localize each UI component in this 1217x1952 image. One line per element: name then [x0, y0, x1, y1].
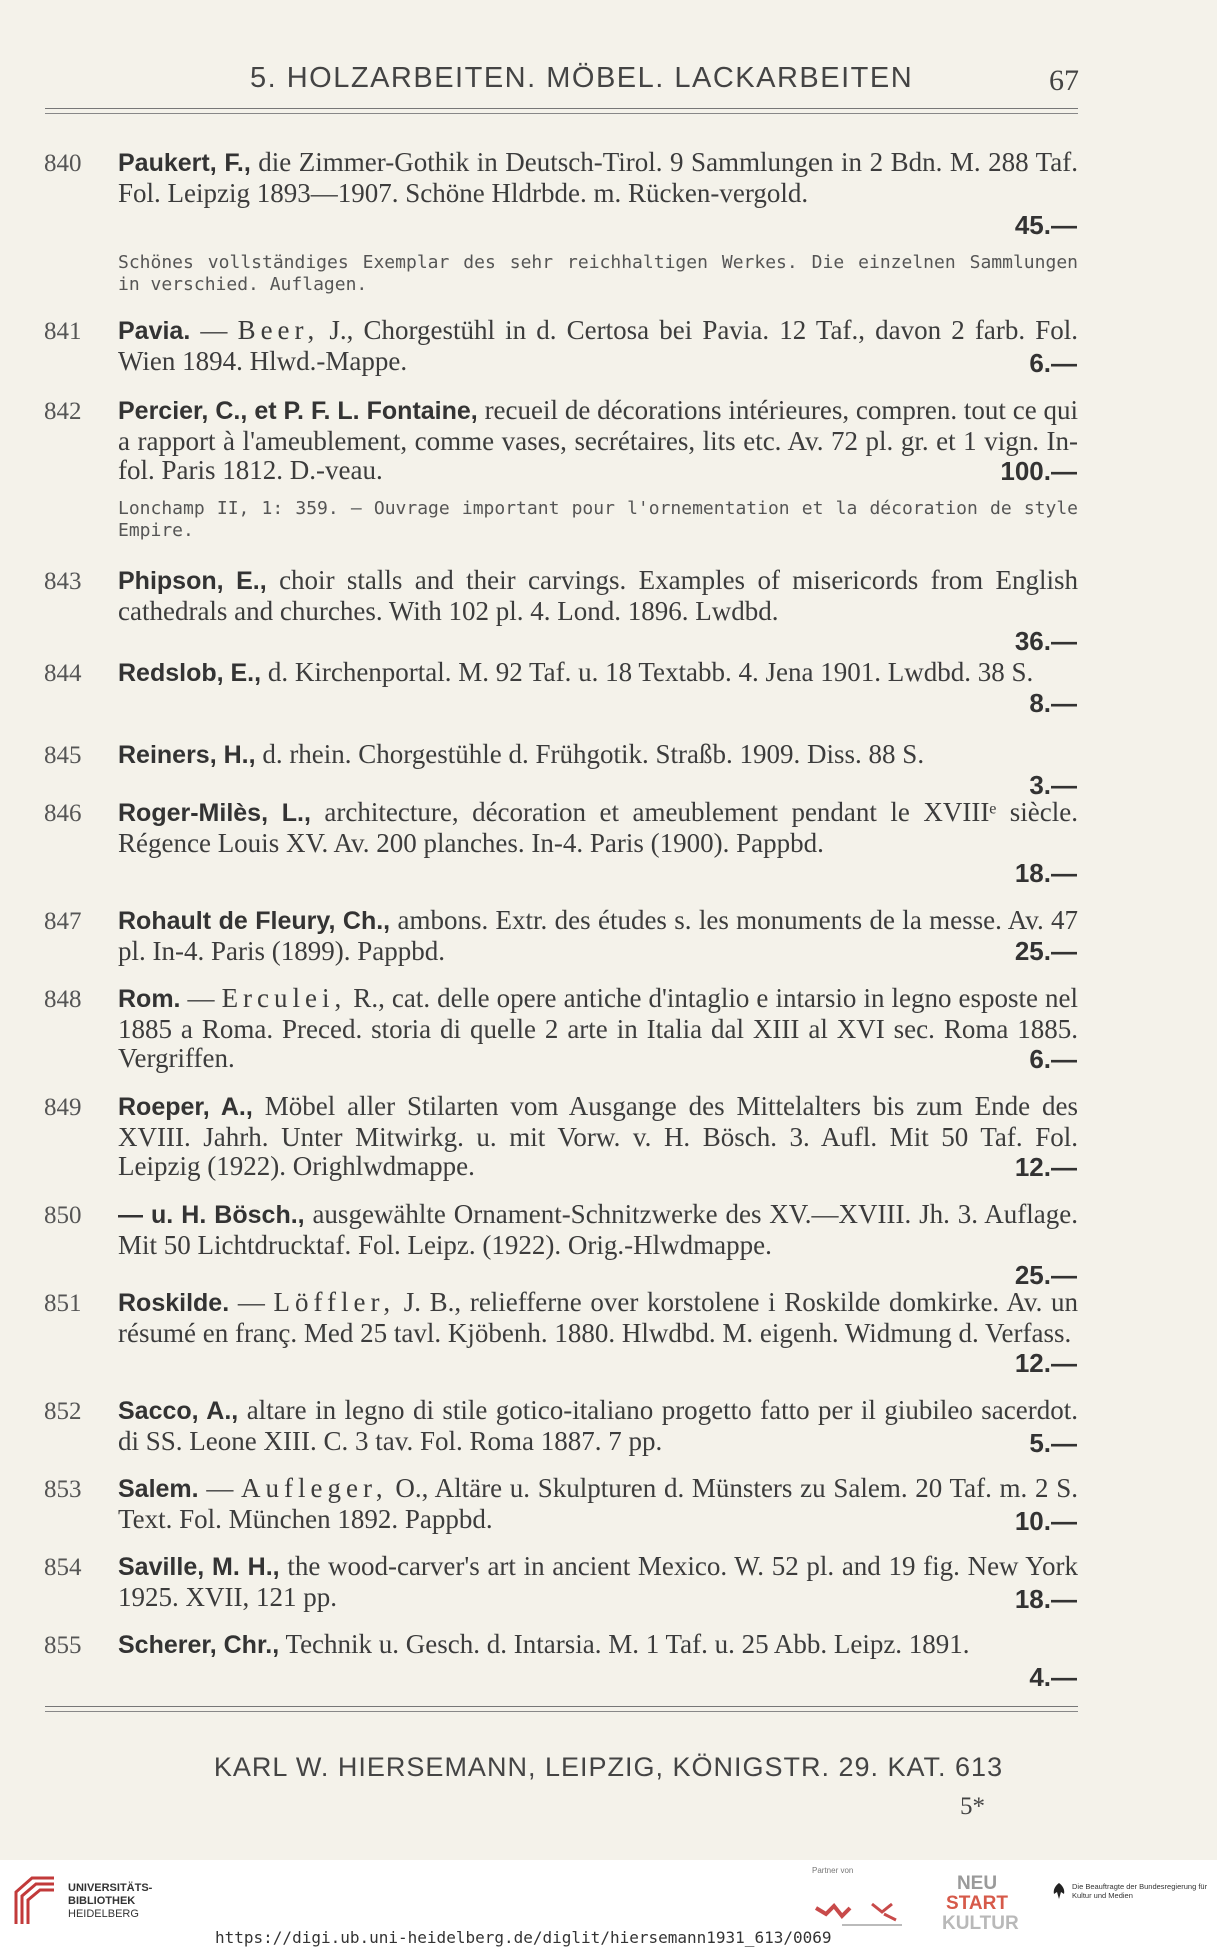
entry-author: Sacco, A., [118, 1397, 239, 1425]
entry-price: 18.— [1014, 1584, 1077, 1614]
running-header [0, 62, 1217, 102]
entry-number: 851 [44, 1290, 82, 1317]
entry-price: 6.— [1029, 1044, 1077, 1074]
entry-number: 846 [44, 800, 82, 827]
entry-number: 848 [44, 986, 82, 1013]
entry-author: Salem. [118, 1475, 199, 1503]
entry-text [118, 906, 1078, 966]
entry-description: O., Altäre u. Skulpturen d. Münsters zu Salem. 20 Taf. m. 2 S. Text. Fol. München 1892. Pappbd. [118, 1473, 1079, 1534]
entry-text [118, 1092, 1078, 1182]
entry-text [118, 1552, 1078, 1612]
partner-logo-icon [812, 1890, 932, 1930]
entry-number: 854 [44, 1554, 82, 1581]
entry-text [118, 984, 1078, 1074]
library-name-line3: HEIDELBERG [68, 1908, 139, 1920]
federal-eagle-icon [1052, 1882, 1066, 1900]
entry-author: Rom. [118, 985, 181, 1013]
entry-description: altare in legno di stile gotico-italiano progetto fatto per il giubileo sacerdot. di SS. Leone XIII. C. 3 tav. Fol. Roma 1887. 7 pp. [118, 1395, 1078, 1456]
neustart-word1: NEU [956, 1873, 998, 1894]
publisher-line: KARL W. HIERSEMANN, LEIPZIG, KÖNIGSTR. 29. KAT. 613 [213, 1752, 1004, 1782]
neustart-kultur-logo [942, 1873, 1019, 1934]
entry-price: 25.— [1014, 936, 1077, 966]
entry-text [118, 1288, 1078, 1348]
entry-author: Redslob, E., [118, 659, 262, 687]
entry-number: 853 [44, 1476, 82, 1503]
entry-number: 840 [44, 150, 82, 177]
entry-description: ausgewählte Ornament-Schnitzwerke des XV.—XVIII. Jh. 3. Auflage. Mit 50 Lichtdrucktaf. Fol. Leipz. (1922). Orig.-Hlwdmappe. [118, 1199, 1079, 1260]
entry-dash: — [200, 315, 238, 345]
entry-price: 3.— [1029, 770, 1077, 800]
section-title: 5. HOLZARBEITEN. MÖBEL. LACKARBEITEN [250, 62, 914, 94]
entry-text [118, 148, 1078, 208]
entry-dash: — [237, 1287, 274, 1317]
entry-text [118, 316, 1078, 376]
entry-spaced-author: Aufleger, [241, 1473, 388, 1503]
entry-text [118, 396, 1078, 486]
entry-author: Paukert, F., [118, 149, 251, 177]
entry-note: Lonchamp II, 1: 359. — Ouvrage important pour l'ornementation et la décoration de style Empire. [118, 498, 1078, 541]
library-name-line1: UNIVERSITÄTS- [68, 1882, 153, 1894]
entry-text [118, 740, 1078, 771]
entry-author: — u. H. Bösch., [118, 1201, 305, 1229]
entry-number: 849 [44, 1094, 82, 1121]
entry-price: 12.— [1014, 1348, 1077, 1378]
signature-mark: 5* [960, 1793, 985, 1820]
partner-label: Partner von [812, 1866, 854, 1875]
footer-rule-thin [45, 1711, 1078, 1712]
library-name-line2: BIBLIOTHEK [68, 1895, 136, 1907]
entry-author: Saville, M. H., [118, 1553, 280, 1581]
entry-spaced-author: Löffler, [273, 1287, 396, 1317]
entry-price: 100.— [1000, 456, 1077, 486]
entry-price: 25.— [1014, 1260, 1077, 1290]
entry-description: J., Chorgestühl in d. Certosa bei Pavia. 12 Taf., davon 2 farb. Fol. Wien 1894. Hlwd.-Mappe. [118, 315, 1079, 376]
entry-price: 6.— [1029, 348, 1077, 378]
entry-spaced-author: Erculei, [221, 983, 347, 1013]
entry-text [118, 798, 1078, 858]
entry-text [118, 1474, 1078, 1534]
entry-description: architecture, décoration et ameublement pendant le XVIIIᵉ siècle. Régence Louis XV. Av. 200 planches. In-4. Paris (1900). Pappbd. [118, 797, 1079, 858]
header-rule-thin [45, 113, 1078, 114]
entry-author: Scherer, Chr., [118, 1631, 280, 1659]
entry-dash: — [187, 983, 222, 1013]
entry-number: 842 [44, 398, 82, 425]
entry-author: Rohault de Fleury, Ch., [118, 907, 391, 935]
page-url-link[interactable]: https://digi.ub.uni-heidelberg.de/diglit/hiersemann1931_613/0069 [215, 1928, 832, 1947]
entry-price: 10.— [1014, 1506, 1077, 1536]
entry-price: 45.— [1014, 210, 1077, 240]
entry-author: Percier, C., et P. F. L. Fontaine, [118, 397, 478, 425]
entry-price: 18.— [1014, 858, 1077, 888]
federal-commissioner-text: Die Beauftragte der Bundesregierung für Kultur und Medien [1072, 1882, 1208, 1900]
entry-spaced-author: Beer, [237, 315, 320, 345]
entry-number: 843 [44, 568, 82, 595]
entry-description: J. B., reliefferne over korstolene i Roskilde domkirke. Av. un résumé en franç. Med 25 tavl. Kjöbenh. 1880. Hlwdbd. M. eigenh. Widmung d. Verfass. [118, 1287, 1078, 1348]
entry-number: 841 [44, 318, 82, 345]
entry-description: d. Kirchenportal. M. 92 Taf. u. 18 Textabb. 4. Jena 1901. Lwdbd. 38 S. [267, 657, 1034, 687]
entry-text [118, 1200, 1078, 1260]
entry-description: R., cat. delle opere antiche d'intaglio e intarsio in legno esposte nel 1885 a Roma. Preced. storia di quelle 2 arte in Italia dal XIII al XVI sec. Roma 1885. Vergriffen. [118, 983, 1078, 1073]
entry-dash: — [206, 1473, 242, 1503]
entry-description: Technik u. Gesch. d. Intarsia. M. 1 Taf. u. 25 Abb. Leipz. 1891. [285, 1629, 970, 1659]
footer-rule [45, 1706, 1078, 1707]
library-name [68, 1882, 152, 1921]
page-number: 67 [1049, 64, 1079, 97]
entry-author: Phipson, E., [118, 567, 267, 595]
entry-text [118, 658, 1078, 689]
entry-number: 850 [44, 1202, 82, 1229]
entry-author: Roeper, A., [118, 1093, 253, 1121]
entry-price: 12.— [1014, 1152, 1077, 1182]
university-library-logo-icon[interactable] [10, 1870, 60, 1926]
entry-description: d. rhein. Chorgestühle d. Frühgotik. Straßb. 1909. Diss. 88 S. [262, 739, 925, 769]
entry-price: 4.— [1029, 1662, 1077, 1692]
entry-description: the wood-carver's art in ancient Mexico. W. 52 pl. and 19 fig. New York 1925. XVII, 121 pp. [118, 1551, 1079, 1612]
entry-description: die Zimmer-Gothik in Deutsch-Tirol. 9 Sammlungen in 2 Bdn. M. 288 Taf. Fol. Leipzig 1893—1907. Schöne Hldrbde. m. Rücken-vergold. [118, 147, 1079, 208]
entry-number: 855 [44, 1632, 82, 1659]
entry-description: choir stalls and their carvings. Examples of misericords from English cathedrals and churches. With 102 pl. 4. Lond. 1896. Lwdbd. [118, 565, 1079, 626]
entry-note: Schönes vollständiges Exemplar des sehr reichhaltigen Werkes. Die einzelnen Sammlungen in verschied. Auflagen. [118, 252, 1078, 295]
header-rule [45, 108, 1078, 109]
entry-number: 852 [44, 1398, 82, 1425]
entry-number: 847 [44, 908, 82, 935]
entry-text [118, 566, 1078, 626]
entry-description: recueil de décorations intérieures, compren. tout ce qui a rapport à l'ameublement, comme vases, secrétaires, lits etc. Av. 72 pl. gr. et 1 vign. In-fol. Paris 1812. D.-veau. [118, 395, 1079, 485]
viewer-footer-bar [0, 1860, 1217, 1952]
entry-text [118, 1396, 1078, 1456]
entry-number: 844 [44, 660, 82, 687]
entry-price: 8.— [1029, 688, 1077, 718]
entry-text [118, 1630, 1078, 1661]
entry-number: 845 [44, 742, 82, 769]
entry-price: 36.— [1014, 626, 1077, 656]
neustart-word2: START [946, 1893, 1008, 1914]
entry-description: ambons. Extr. des études s. les monuments de la messe. Av. 47 pl. In-4. Paris (1899). Pappbd. [118, 905, 1079, 966]
entry-author: Pavia. [118, 317, 191, 345]
entry-author: Roskilde. [118, 1289, 230, 1317]
entry-description: Möbel aller Stilarten vom Ausgange des Mittelalters bis zum Ende des XVIII. Jahrh. Unter Mitwirkg. u. mit Vorw. v. H. Bösch. 3. Aufl. Mit 50 Taf. Fol. Leipzig (1922). Orighlwdmappe. [118, 1091, 1079, 1181]
entry-author: Roger-Milès, L., [118, 799, 311, 827]
entry-author: Reiners, H., [118, 741, 256, 769]
entry-price: 5.— [1029, 1428, 1077, 1458]
neustart-word3: KULTUR [942, 1913, 1019, 1934]
